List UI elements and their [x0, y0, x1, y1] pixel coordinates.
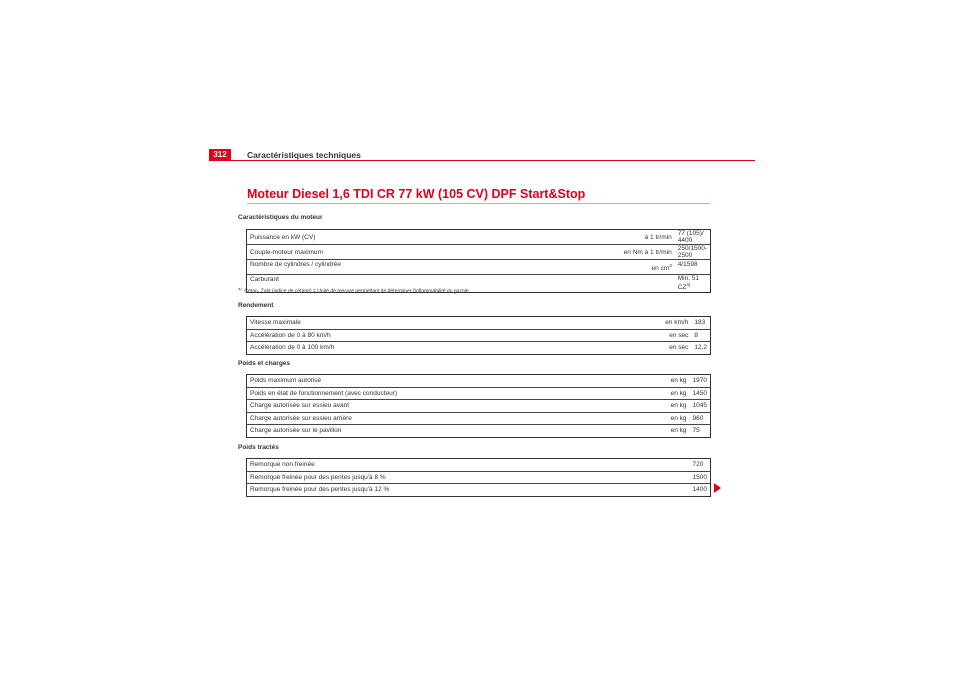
row-unit	[477, 459, 689, 472]
performance-table	[246, 316, 711, 355]
table-row	[247, 471, 711, 484]
footnote-text: Cetan- Zahl (indice de cétane) = Unité de mesure permettant de déterminer l'inflammabilité du gazole.	[244, 288, 470, 295]
table-row	[247, 342, 711, 355]
table-row	[247, 459, 711, 472]
row-value: 1500	[690, 471, 711, 484]
row-value: 1045	[690, 400, 711, 413]
row-value-text: Min. 51 CZ	[677, 274, 700, 291]
title-divider	[247, 203, 710, 204]
row-label: Charge autorisée sur le pavillon	[247, 425, 478, 438]
engine-table	[246, 229, 711, 293]
performance-section-label: Rendement	[238, 302, 274, 309]
row-unit	[477, 471, 689, 484]
table-row	[247, 387, 711, 400]
row-value: 183	[691, 317, 710, 330]
table-row	[247, 375, 711, 388]
row-label: Accélération de 0 à 100 km/h	[247, 342, 478, 355]
footnote	[238, 286, 470, 295]
table-row	[247, 329, 711, 342]
row-label: Remorque freinée pour des pentes jusqu'à 12 %	[247, 484, 478, 497]
row-unit: en kg	[477, 400, 689, 413]
row-unit: en kg	[477, 425, 689, 438]
row-unit	[477, 484, 689, 497]
header-divider	[231, 160, 755, 161]
table-row	[247, 425, 711, 438]
row-unit-text: en cm	[651, 265, 670, 273]
table-row	[247, 260, 711, 275]
towing-section-label: Poids tractés	[238, 444, 279, 451]
row-label: Poids maximum autorisé	[247, 375, 478, 388]
row-label: Vitesse maximale	[247, 317, 478, 330]
row-value: 75	[690, 425, 711, 438]
row-unit: en km/h	[477, 317, 691, 330]
row-unit	[469, 274, 675, 292]
row-unit: en kg	[477, 412, 689, 425]
row-label: Remorque non freinée	[247, 459, 478, 472]
row-value	[675, 274, 711, 292]
row-label: Poids en état de fonctionnement (avec conducteur)	[247, 387, 478, 400]
row-label: Couple-moteur maximum	[247, 245, 469, 260]
table-row	[247, 484, 711, 497]
table-row	[247, 230, 711, 245]
row-unit-superscript: 3	[669, 263, 672, 269]
row-value: 8	[691, 329, 710, 342]
row-value: 12,2	[691, 342, 710, 355]
towing-table	[246, 458, 711, 497]
row-unit: en kg	[477, 375, 689, 388]
row-value: 960	[690, 412, 711, 425]
row-label: Carburant	[247, 274, 469, 292]
row-value: 77 (105)/ 4400	[675, 230, 711, 245]
row-label: Accélération de 0 à 80 km/h	[247, 329, 478, 342]
header-section-title: Caractéristiques techniques	[247, 150, 361, 160]
footnote-marker: a)	[238, 286, 242, 291]
row-value: 4/1598	[675, 260, 711, 275]
weights-section-label: Poids et charges	[238, 360, 291, 367]
engine-section-label: Caractéristiques du moteur	[238, 214, 323, 221]
table-row	[247, 412, 711, 425]
page-number: 312	[209, 149, 231, 161]
next-page-arrow-icon	[714, 483, 721, 493]
weights-table	[246, 374, 711, 438]
table-row	[247, 245, 711, 260]
row-value: 720	[690, 459, 711, 472]
row-value: 250/1500-2500	[675, 245, 711, 260]
table-row	[247, 400, 711, 413]
row-value: 1400	[690, 484, 711, 497]
row-label: Charge autorisée sur essieu arrière	[247, 412, 478, 425]
page-title: Moteur Diesel 1,6 TDI CR 77 kW (105 CV) DPF Start&Stop	[247, 187, 586, 201]
row-value: 1450	[690, 387, 711, 400]
row-value: 1970	[690, 375, 711, 388]
row-unit: en kg	[477, 387, 689, 400]
footnote-ref: a)	[686, 281, 691, 287]
row-label: Remorque freinée pour des pentes jusqu'à 8 %	[247, 471, 478, 484]
row-label: Charge autorisée sur essieu avant	[247, 400, 478, 413]
row-unit: en Nm à 1 tr/min	[469, 245, 675, 260]
row-unit: à 1 tr/min	[469, 230, 675, 245]
row-label: Puissance en kW (CV)	[247, 230, 469, 245]
row-unit: en sec	[477, 342, 691, 355]
row-unit	[469, 260, 675, 275]
row-label: Nombre de cylindres / cylindrée	[247, 260, 469, 275]
row-unit: en sec	[477, 329, 691, 342]
table-row	[247, 317, 711, 330]
